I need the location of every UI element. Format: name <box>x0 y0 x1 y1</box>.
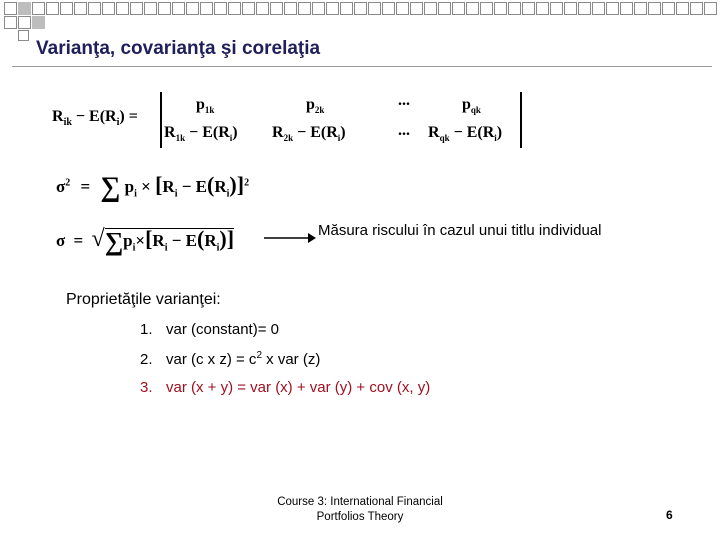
deco-square <box>312 2 325 15</box>
stdev-formula: $\sigma = √\sum p_i\times[R_i - E(R_i)]$ <box>56 226 235 256</box>
deco-square <box>172 2 185 15</box>
deco-square <box>620 2 633 15</box>
property-item: 2. var (c x $z) = c^2$ x var (z) <box>140 350 321 368</box>
deco-square <box>676 2 689 15</box>
matrix-cell: ... <box>398 92 410 109</box>
deco-square <box>298 2 311 15</box>
deco-square <box>662 2 675 15</box>
arrow-right-icon <box>264 231 316 245</box>
deco-square <box>102 2 115 15</box>
deco-square <box>704 2 717 15</box>
deco-square <box>424 2 437 15</box>
deco-square <box>522 2 535 15</box>
deco-square <box>368 2 381 15</box>
matrix-cell: ... <box>398 122 410 139</box>
deco-square <box>466 2 479 15</box>
header-decoration <box>0 0 720 40</box>
page-title: Varianţa, covarianţa şi corelaţia <box>36 38 321 59</box>
page-number: 6 <box>666 508 673 522</box>
deco-square <box>536 2 549 15</box>
deco-square <box>270 2 283 15</box>
deco-square <box>18 16 31 29</box>
deviation-lhs: $R_{ik} - E(R_i)$ = <box>52 108 138 129</box>
deco-square <box>4 2 17 15</box>
deco-square <box>46 2 59 15</box>
deco-square <box>410 2 423 15</box>
deco-square <box>564 2 577 15</box>
deco-square <box>326 2 339 15</box>
matrix-cell: $p_{1k}$ <box>196 96 215 116</box>
deco-square <box>186 2 199 15</box>
matrix-right-bar <box>520 92 522 148</box>
deco-square <box>690 2 703 15</box>
deco-square <box>578 2 591 15</box>
deco-square <box>4 16 17 29</box>
deco-square <box>452 2 465 15</box>
deco-square <box>116 2 129 15</box>
deco-square <box>648 2 661 15</box>
footer <box>250 495 470 525</box>
deco-square <box>480 2 493 15</box>
deco-square <box>382 2 395 15</box>
deco-square <box>354 2 367 15</box>
matrix-cell: $p_{qk}$ <box>462 96 481 116</box>
variance-formula: $\sigma^2$ = ∑ $p_i \times [R_i - E(R_i)]^2$ <box>56 172 250 203</box>
matrix-cell: $R_{2k} - E(R_i)$ <box>272 124 346 144</box>
deco-square <box>494 2 507 15</box>
property-item: 1. var (constant)= 0 <box>140 321 279 338</box>
footer-line: Course 3: International Financial <box>277 496 443 508</box>
risk-note: Măsura riscului în cazul unui titlu individual <box>318 222 602 239</box>
deco-square <box>606 2 619 15</box>
deco-square <box>18 30 29 41</box>
deco-square <box>438 2 451 15</box>
deco-square <box>74 2 87 15</box>
matrix-cell: $p_{2k}$ <box>306 96 325 116</box>
deco-square <box>200 2 213 15</box>
deco-square <box>550 2 563 15</box>
matrix-cell: $R_{qk} - E(R_i)$ <box>428 124 503 144</box>
deco-square <box>228 2 241 15</box>
property-item: 3. var (x + y) = var (x) + var (y) + cov (x, y) <box>140 379 431 396</box>
properties-title: Proprietăţile varianţei: <box>66 291 221 308</box>
deco-square <box>340 2 353 15</box>
deco-square <box>214 2 227 15</box>
deco-square <box>284 2 297 15</box>
deco-square <box>32 16 45 29</box>
deco-square <box>158 2 171 15</box>
deco-square <box>60 2 73 15</box>
deco-square <box>18 2 31 15</box>
matrix-cell: $R_{1k} - E(R_i)$ <box>164 124 238 144</box>
footer-line: Portfolios Theory <box>316 511 404 523</box>
deco-square <box>242 2 255 15</box>
deco-square <box>508 2 521 15</box>
deco-square <box>634 2 647 15</box>
deco-square <box>592 2 605 15</box>
deco-square <box>32 2 45 15</box>
deco-square <box>130 2 143 15</box>
matrix-left-bar <box>160 92 162 148</box>
deco-square <box>256 2 269 15</box>
title-divider <box>12 66 712 67</box>
deco-square <box>396 2 409 15</box>
deco-square <box>144 2 157 15</box>
deco-square <box>88 2 101 15</box>
